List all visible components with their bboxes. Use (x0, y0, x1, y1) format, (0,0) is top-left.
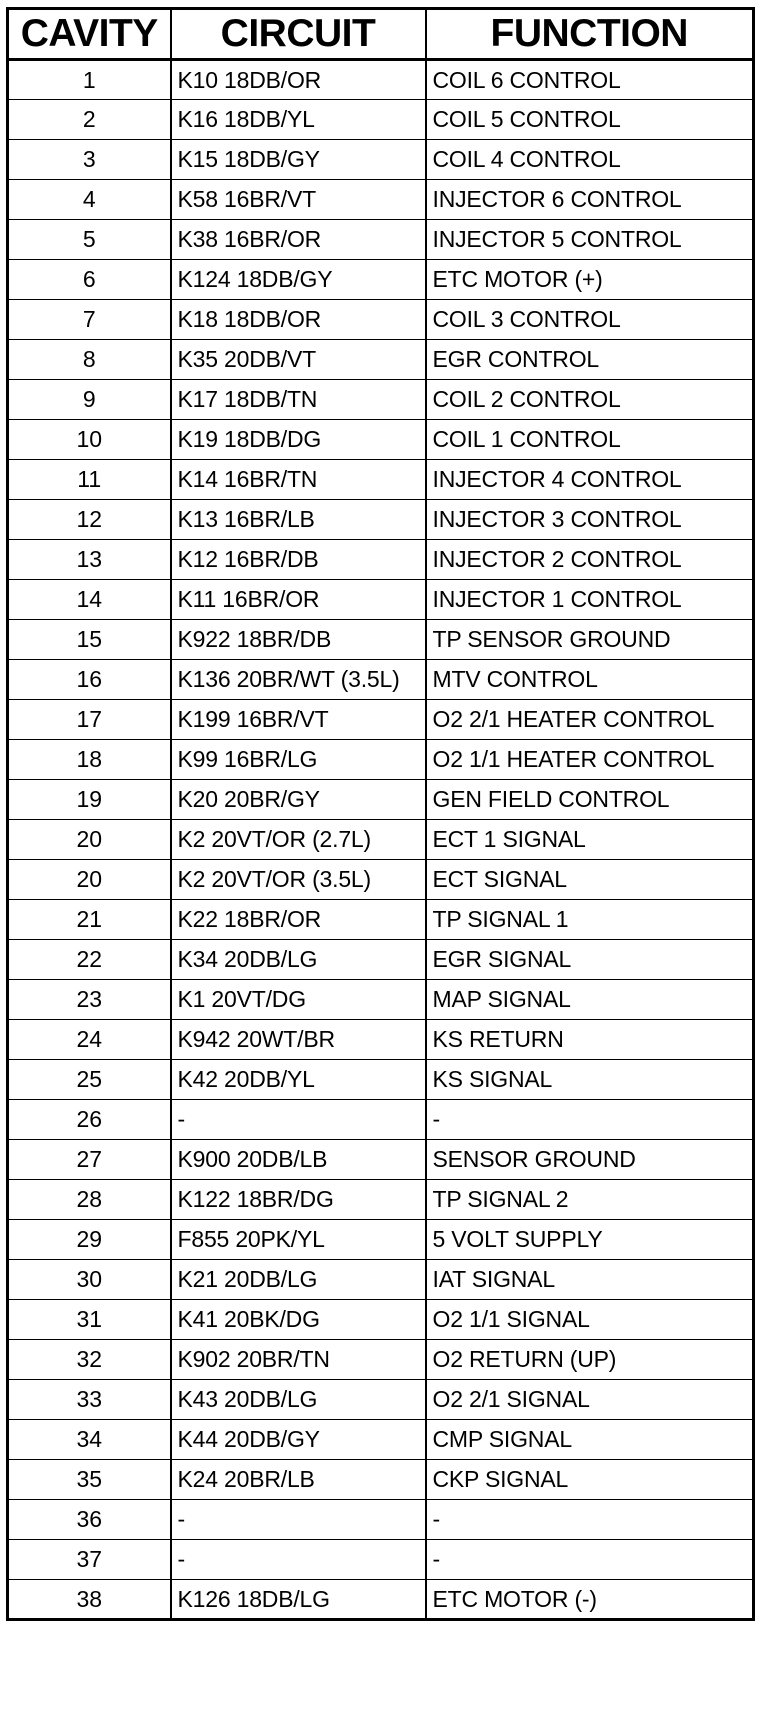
cavity-cell: 7 (8, 300, 171, 340)
column-header-cavity: CAVITY (8, 9, 171, 60)
table-row (8, 700, 754, 740)
function-cell: CMP SIGNAL (426, 1420, 754, 1460)
table-row (8, 980, 754, 1020)
table-row (8, 1540, 754, 1580)
cavity-cell: 30 (8, 1260, 171, 1300)
function-cell: 5 VOLT SUPPLY (426, 1220, 754, 1260)
table-row (8, 1340, 754, 1380)
cavity-cell: 29 (8, 1220, 171, 1260)
circuit-cell: K17 18DB/TN (171, 380, 426, 420)
circuit-cell: K58 16BR/VT (171, 180, 426, 220)
circuit-cell: K18 18DB/OR (171, 300, 426, 340)
table-row (8, 620, 754, 660)
circuit-cell: K42 20DB/YL (171, 1060, 426, 1100)
table-row (8, 1580, 754, 1620)
circuit-cell: - (171, 1540, 426, 1580)
circuit-cell: K2 20VT/OR (3.5L) (171, 860, 426, 900)
function-cell: KS SIGNAL (426, 1060, 754, 1100)
circuit-cell: - (171, 1100, 426, 1140)
table-row (8, 460, 754, 500)
cavity-cell: 35 (8, 1460, 171, 1500)
function-cell: - (426, 1500, 754, 1540)
cavity-cell: 28 (8, 1180, 171, 1220)
circuit-cell: K19 18DB/DG (171, 420, 426, 460)
function-cell: GEN FIELD CONTROL (426, 780, 754, 820)
table-row (8, 900, 754, 940)
circuit-cell: F855 20PK/YL (171, 1220, 426, 1260)
table-row (8, 220, 754, 260)
cavity-cell: 25 (8, 1060, 171, 1100)
connector-pinout-table (6, 7, 755, 1621)
function-cell: O2 2/1 HEATER CONTROL (426, 700, 754, 740)
function-cell: ECT 1 SIGNAL (426, 820, 754, 860)
function-cell: TP SIGNAL 1 (426, 900, 754, 940)
function-cell: COIL 6 CONTROL (426, 60, 754, 100)
cavity-cell: 14 (8, 580, 171, 620)
function-cell: COIL 1 CONTROL (426, 420, 754, 460)
circuit-cell: K126 18DB/LG (171, 1580, 426, 1620)
cavity-cell: 23 (8, 980, 171, 1020)
cavity-cell: 12 (8, 500, 171, 540)
cavity-cell: 4 (8, 180, 171, 220)
function-cell: EGR CONTROL (426, 340, 754, 380)
cavity-cell: 32 (8, 1340, 171, 1380)
function-cell: SENSOR GROUND (426, 1140, 754, 1180)
function-cell: MAP SIGNAL (426, 980, 754, 1020)
column-header-circuit: CIRCUIT (171, 9, 426, 60)
table-row (8, 1460, 754, 1500)
cavity-cell: 19 (8, 780, 171, 820)
circuit-cell: K24 20BR/LB (171, 1460, 426, 1500)
cavity-cell: 5 (8, 220, 171, 260)
cavity-cell: 18 (8, 740, 171, 780)
circuit-cell: K41 20BK/DG (171, 1300, 426, 1340)
table-row (8, 820, 754, 860)
cavity-cell: 22 (8, 940, 171, 980)
function-cell: INJECTOR 4 CONTROL (426, 460, 754, 500)
cavity-cell: 21 (8, 900, 171, 940)
function-cell: - (426, 1100, 754, 1140)
table-row (8, 1300, 754, 1340)
function-cell: INJECTOR 5 CONTROL (426, 220, 754, 260)
table-row (8, 180, 754, 220)
table-body (8, 60, 754, 1620)
circuit-cell: K11 16BR/OR (171, 580, 426, 620)
function-cell: COIL 4 CONTROL (426, 140, 754, 180)
table-row (8, 1180, 754, 1220)
table-row (8, 1500, 754, 1540)
circuit-cell: K1 20VT/DG (171, 980, 426, 1020)
function-cell: COIL 5 CONTROL (426, 100, 754, 140)
function-cell: EGR SIGNAL (426, 940, 754, 980)
table-row (8, 1260, 754, 1300)
table-row (8, 1380, 754, 1420)
table-row (8, 1420, 754, 1460)
table-row (8, 500, 754, 540)
cavity-cell: 13 (8, 540, 171, 580)
function-cell: ECT SIGNAL (426, 860, 754, 900)
circuit-cell: K43 20DB/LG (171, 1380, 426, 1420)
cavity-cell: 6 (8, 260, 171, 300)
table-row (8, 660, 754, 700)
circuit-cell: K22 18BR/OR (171, 900, 426, 940)
cavity-cell: 37 (8, 1540, 171, 1580)
cavity-cell: 15 (8, 620, 171, 660)
table-row (8, 100, 754, 140)
function-cell: O2 RETURN (UP) (426, 1340, 754, 1380)
table-row (8, 1100, 754, 1140)
table-row (8, 300, 754, 340)
table-row (8, 60, 754, 100)
cavity-cell: 3 (8, 140, 171, 180)
cavity-cell: 33 (8, 1380, 171, 1420)
function-cell: ETC MOTOR (+) (426, 260, 754, 300)
circuit-cell: K16 18DB/YL (171, 100, 426, 140)
table-row (8, 580, 754, 620)
circuit-cell: K2 20VT/OR (2.7L) (171, 820, 426, 860)
table-row (8, 1140, 754, 1180)
table-row (8, 1060, 754, 1100)
function-cell: KS RETURN (426, 1020, 754, 1060)
table-row (8, 940, 754, 980)
table-row (8, 1020, 754, 1060)
table-row (8, 740, 754, 780)
cavity-cell: 36 (8, 1500, 171, 1540)
cavity-cell: 34 (8, 1420, 171, 1460)
table-row (8, 860, 754, 900)
header-row (8, 9, 754, 60)
circuit-cell: K10 18DB/OR (171, 60, 426, 100)
table-row (8, 780, 754, 820)
table-row (8, 420, 754, 460)
circuit-cell: K124 18DB/GY (171, 260, 426, 300)
circuit-cell: K12 16BR/DB (171, 540, 426, 580)
cavity-cell: 9 (8, 380, 171, 420)
circuit-cell: K900 20DB/LB (171, 1140, 426, 1180)
circuit-cell: K35 20DB/VT (171, 340, 426, 380)
function-cell: INJECTOR 1 CONTROL (426, 580, 754, 620)
circuit-cell: K99 16BR/LG (171, 740, 426, 780)
cavity-cell: 31 (8, 1300, 171, 1340)
circuit-cell: K136 20BR/WT (3.5L) (171, 660, 426, 700)
function-cell: O2 1/1 HEATER CONTROL (426, 740, 754, 780)
circuit-cell: K20 20BR/GY (171, 780, 426, 820)
table-row (8, 1220, 754, 1260)
cavity-cell: 24 (8, 1020, 171, 1060)
function-cell: INJECTOR 3 CONTROL (426, 500, 754, 540)
circuit-cell: K902 20BR/TN (171, 1340, 426, 1380)
cavity-cell: 2 (8, 100, 171, 140)
function-cell: COIL 3 CONTROL (426, 300, 754, 340)
table-row (8, 140, 754, 180)
function-cell: INJECTOR 6 CONTROL (426, 180, 754, 220)
cavity-cell: 11 (8, 460, 171, 500)
function-cell: TP SIGNAL 2 (426, 1180, 754, 1220)
circuit-cell: K14 16BR/TN (171, 460, 426, 500)
circuit-cell: K21 20DB/LG (171, 1260, 426, 1300)
cavity-cell: 26 (8, 1100, 171, 1140)
table-row (8, 540, 754, 580)
function-cell: MTV CONTROL (426, 660, 754, 700)
circuit-cell: K922 18BR/DB (171, 620, 426, 660)
cavity-cell: 1 (8, 60, 171, 100)
function-cell: ETC MOTOR (-) (426, 1580, 754, 1620)
cavity-cell: 8 (8, 340, 171, 380)
function-cell: INJECTOR 2 CONTROL (426, 540, 754, 580)
circuit-cell: K34 20DB/LG (171, 940, 426, 980)
cavity-cell: 17 (8, 700, 171, 740)
table-row (8, 260, 754, 300)
column-header-function: FUNCTION (426, 9, 754, 60)
cavity-cell: 16 (8, 660, 171, 700)
function-cell: TP SENSOR GROUND (426, 620, 754, 660)
cavity-cell: 27 (8, 1140, 171, 1180)
function-cell: O2 2/1 SIGNAL (426, 1380, 754, 1420)
circuit-cell: K44 20DB/GY (171, 1420, 426, 1460)
cavity-cell: 20 (8, 820, 171, 860)
cavity-cell: 10 (8, 420, 171, 460)
function-cell: O2 1/1 SIGNAL (426, 1300, 754, 1340)
function-cell: COIL 2 CONTROL (426, 380, 754, 420)
circuit-cell: K199 16BR/VT (171, 700, 426, 740)
table-row (8, 380, 754, 420)
circuit-cell: K38 16BR/OR (171, 220, 426, 260)
circuit-cell: K15 18DB/GY (171, 140, 426, 180)
circuit-cell: K942 20WT/BR (171, 1020, 426, 1060)
function-cell: CKP SIGNAL (426, 1460, 754, 1500)
circuit-cell: K122 18BR/DG (171, 1180, 426, 1220)
circuit-cell: - (171, 1500, 426, 1540)
cavity-cell: 20 (8, 860, 171, 900)
circuit-cell: K13 16BR/LB (171, 500, 426, 540)
function-cell: - (426, 1540, 754, 1580)
cavity-cell: 38 (8, 1580, 171, 1620)
table-row (8, 340, 754, 380)
function-cell: IAT SIGNAL (426, 1260, 754, 1300)
